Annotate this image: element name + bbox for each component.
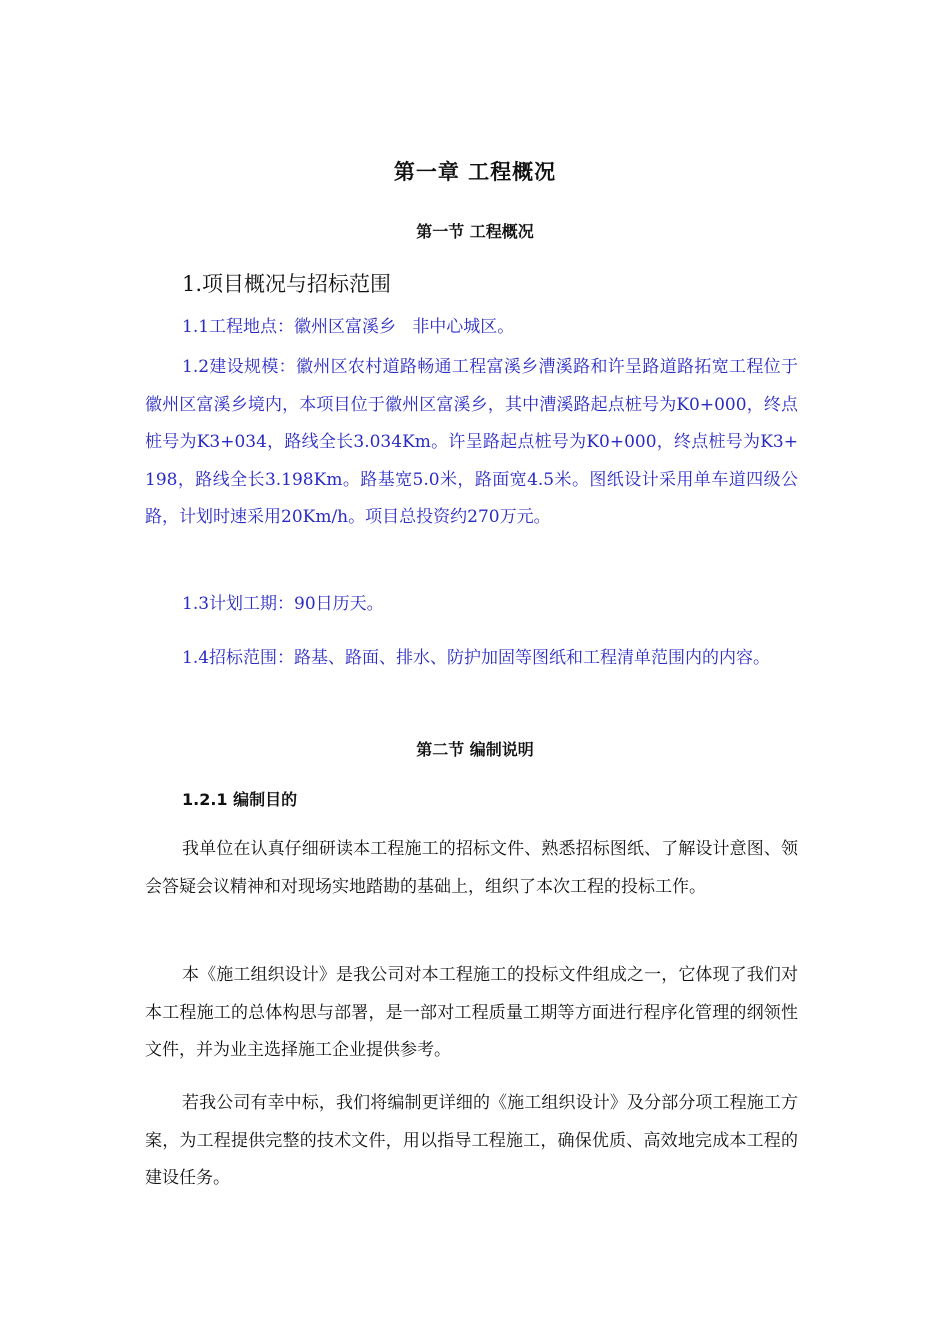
paragraph-3: 若我公司有幸中标，我们将编制更详细的《施工组织设计》及分部分项工程施工方案，为工程提供完整的技术文件，用以指导工程施工，确保优质、高效地完成本工程的建设任务。 (145, 1093, 798, 1188)
chapter-title: 第一章 工程概况 (393, 160, 557, 184)
item-1-4-scope: 1.4招标范围：路基、路面、排水、防护加固等图纸和工程清单范围内的内容。 (182, 648, 771, 668)
section-title-2: 第二节 编制说明 (416, 740, 534, 759)
section-title-1: 第一节 工程概况 (416, 222, 534, 241)
item-1-1-location: 1.1工程地点：徽州区富溪乡 非中心城区。 (182, 317, 515, 337)
subheading-purpose: 1.2.1 编制目的 (182, 790, 298, 809)
paragraph-1: 我单位在认真仔细研读本工程施工的招标文件、熟悉招标图纸、了解设计意图、领会答疑会议精神和对现场实地踏勘的基础上，组织了本次工程的投标工作。 (145, 839, 798, 897)
item-1-2-scale: 1.2建设规模：徽州区农村道路畅通工程富溪乡漕溪路和许呈路道路拓宽工程位于徽州区富溪乡境内，本项目位于徽州区富溪乡，其中漕溪路起点桩号为K0+000，终点桩号为K3+034，路线全长3.034Km。许呈路起点桩号为K0+000，终点桩号为K3+198，路线全长3.198Km。路基宽5.0米，路面宽4.5米。图纸设计采用单车道四级公路，计划时速采用20Km/h。项目总投资约270万元。 (145, 357, 798, 527)
heading-project-overview: 1.项目概况与招标范围 (182, 272, 392, 296)
item-1-3-schedule: 1.3计划工期：90日历天。 (182, 594, 384, 614)
paragraph-2: 本《施工组织设计》是我公司对本工程施工的投标文件组成之一，它体现了我们对本工程施工的总体构思与部署，是一部对工程质量工期等方面进行程序化管理的纲领性文件，并为业主选择施工企业提供参考。 (145, 965, 798, 1060)
